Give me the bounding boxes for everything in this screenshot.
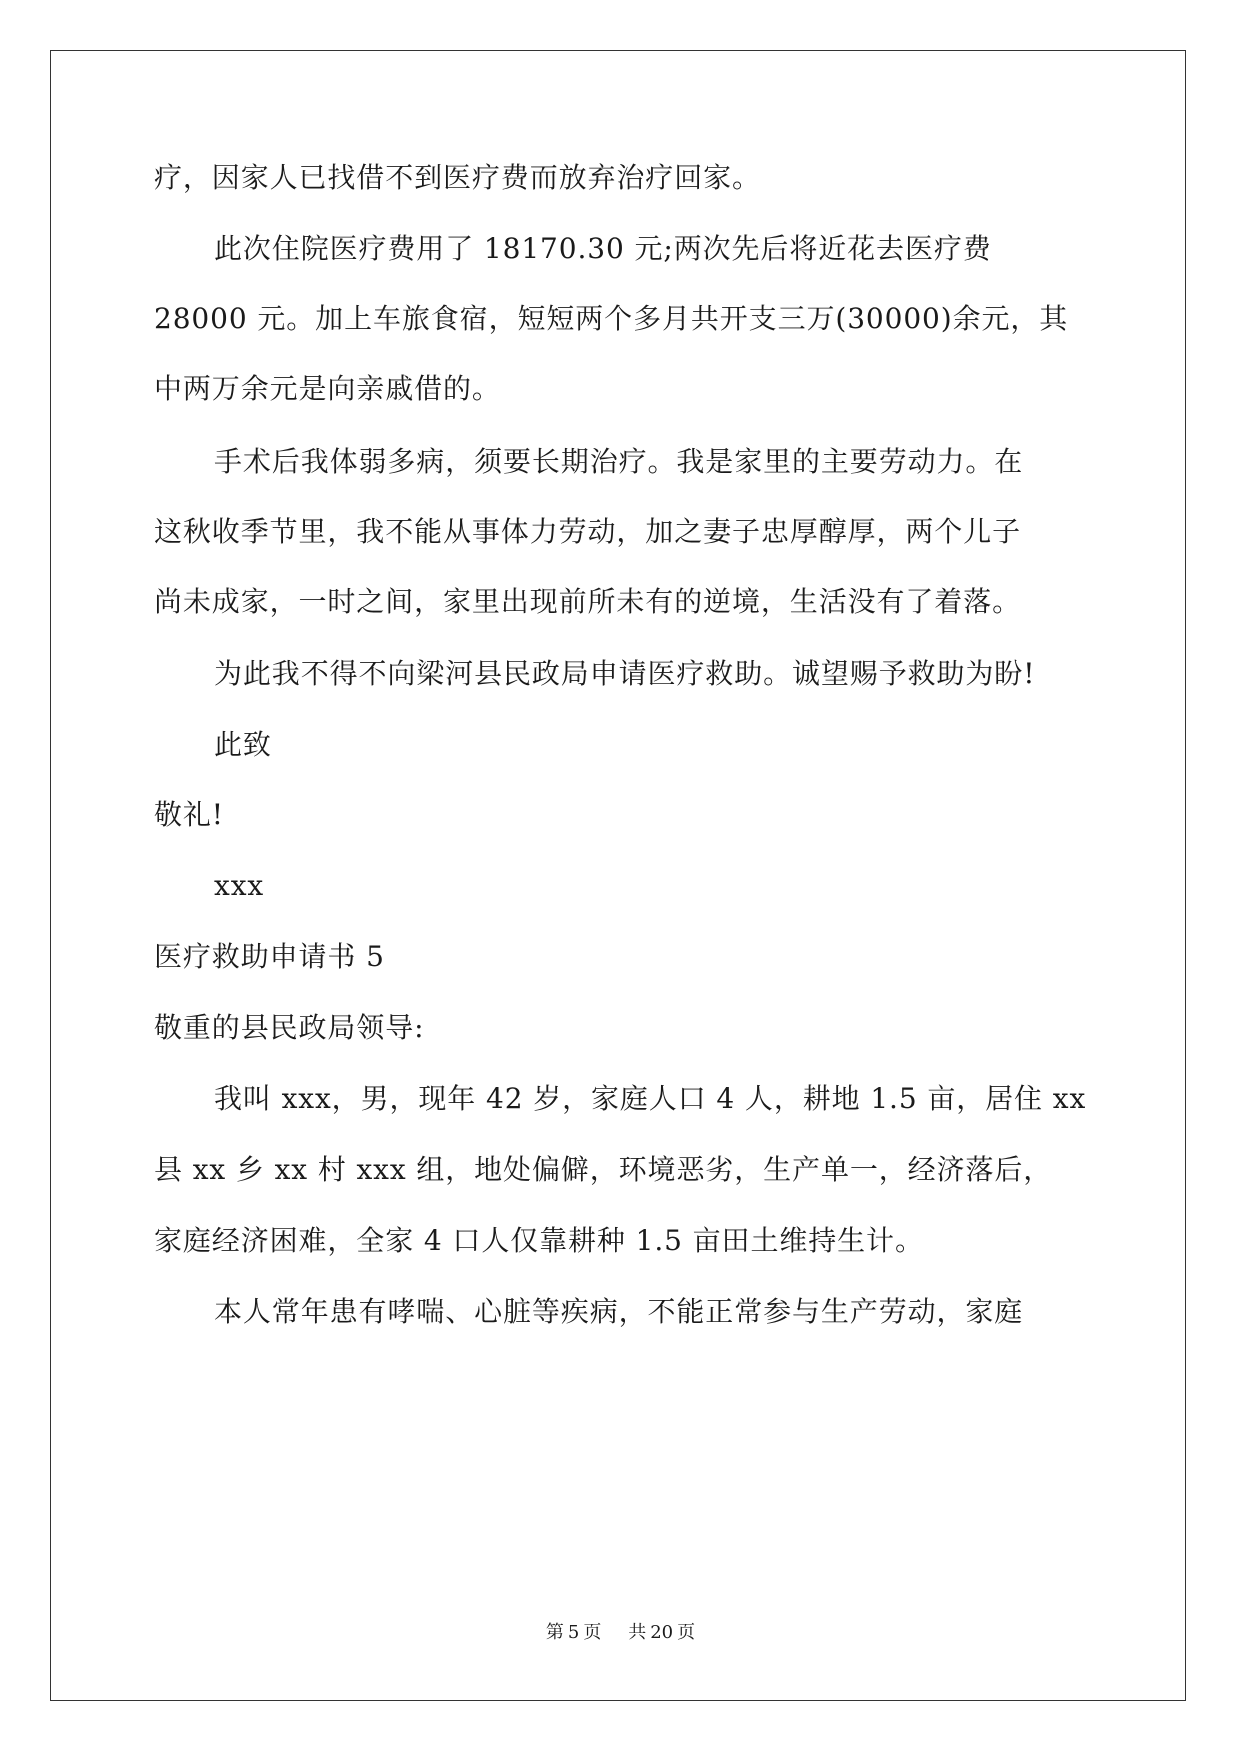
paragraph-line: 本人常年患有哮喘、心脏等疾病，不能正常参与生产劳动，家庭 (214, 1295, 1024, 1328)
paragraph-line: 疗，因家人已找借不到医疗费而放弃治疗回家。 (154, 161, 761, 194)
paragraph-line: 手术后我体弱多病，须要长期治疗。我是家里的主要劳动力。在 (214, 445, 1024, 478)
paragraph-line: 我叫 xxx，男，现年 42 岁，家庭人口 4 人，耕地 1.5 亩，居住 xx (214, 1082, 1087, 1115)
paragraph-line: 尚未成家，一时之间，家里出现前所未有的逆境，生活没有了着落。 (154, 585, 1022, 618)
section-title: 医疗救助申请书 5 (154, 940, 385, 973)
footer-total-suffix: 页 (677, 1622, 696, 1643)
closing-phrase: 此致 (214, 728, 272, 761)
footer-total-prefix: 共 (628, 1622, 647, 1643)
paragraph-line: 中两万余元是向亲戚借的。 (154, 372, 501, 405)
paragraph-line: 28000 元。加上车旅食宿，短短两个多月共开支三万(30000)余元，其 (154, 302, 1069, 335)
footer-page-suffix: 页 (583, 1622, 602, 1643)
paragraph-line: 家庭经济困难，全家 4 口人仅靠耕种 1.5 亩田土维持生计。 (154, 1224, 924, 1257)
paragraph-line: 为此我不得不向梁河县民政局申请医疗救助。诚望赐予救助为盼! (214, 657, 1036, 690)
footer-total-pages: 20 (650, 1622, 674, 1643)
paragraph-line: 这秋收季节里，我不能从事体力劳动，加之妻子忠厚醇厚，两个儿子 (154, 515, 1022, 548)
paragraph-line: 此次住院医疗费用了 18170.30 元;两次先后将近花去医疗费 (214, 232, 992, 265)
salutation: 敬礼! (154, 798, 224, 831)
signature: xxx (214, 869, 265, 902)
footer-page-number: 5 (567, 1622, 580, 1643)
footer-page-prefix: 第 (545, 1622, 564, 1643)
greeting: 敬重的县民政局领导: (154, 1011, 425, 1044)
paragraph-line: 县 xx 乡 xx 村 xxx 组，地处偏僻，环境恶劣，生产单一，经济落后， (154, 1153, 1053, 1186)
page-footer (0, 1621, 1241, 1645)
